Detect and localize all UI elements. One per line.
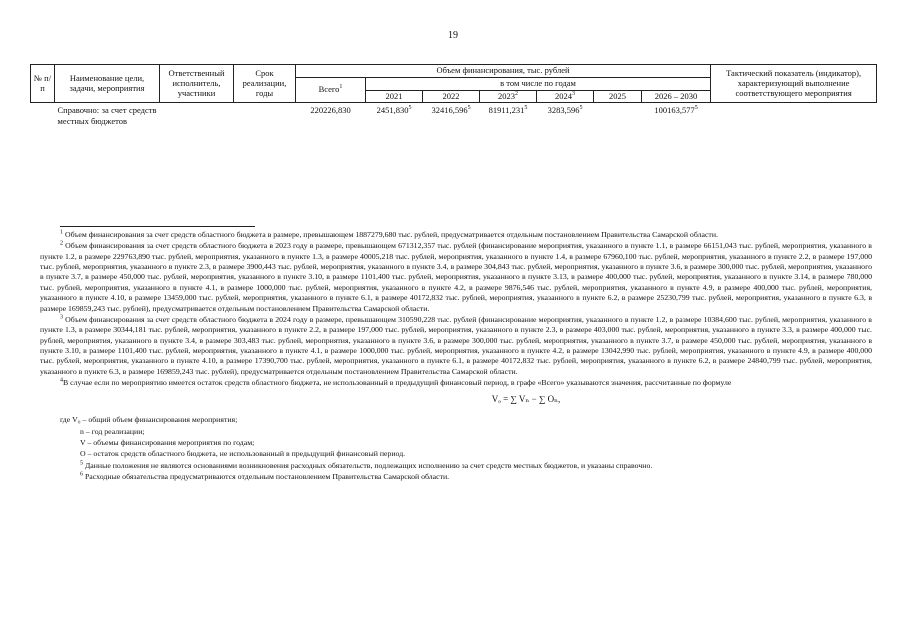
row-2026-2030: 100163,577$^5$ [654,105,698,116]
footnote-6: $^6$ Расходные обязательства предусматриваются отдельным постановлением Правительства Самарской области. [80,471,450,481]
formula: Vₒ = ∑ Vₙ − ∑ Oₙ, [491,394,561,405]
funding-table [30,64,877,129]
footnotes [40,230,872,482]
footnote-separator [60,226,255,227]
row-2022: 32416,596$^5$ [431,105,471,116]
header-2023: 2023$^2$ [480,90,537,103]
row-total: 220226,830 [310,105,351,116]
header-funding: Объем финансирования, тыс. рублей [296,65,711,78]
header-2022: 2022 [423,90,480,103]
row-2023: 81911,231$^5$ [488,105,528,116]
header-name: Наименование цели, задачи, мероприятия [55,65,160,103]
row-name: Справочно: за счет средств местных бюджетов [57,105,157,126]
footnote-3: $^3$ Объем финансирования за счет средств областного бюджета в 2024 году в размере, превышающем 310590,228 тыс. рублей (финансирование мероприятия, указанного в пункте 1.2, в размере 10384,600 тыс. рублей, мероприятия, указанного в пункте 1.3, в размере 30344,181 тыс. рублей, мероприятия, указанного в пункте 2.2, в размере 197,000 тыс. рублей, мероприятия, указанного в пункте 2.3, в размере 403,000 тыс. рублей, мероприятия, указанного в пункте 3.3, в размере 400,000 тыс. рублей, мероприятия, указанного в пункте 3.4, в размере 303,483 тыс. рублей, мероприятия, указанного в пункте 3.6, в размере 300,000 тыс. рублей, мероприятия, указанного в пункте 3.7, в размере 450,000 тыс. рублей, мероприятия, указанного в пункте 3.10, в размере 1101,400 тыс. рублей, мероприятия, указанного в пункте 4.1, в размере 1000,000 тыс. рублей, мероприятия, указанного в пункте 4.2, в размере 13042,990 тыс. рублей, мероприятия, указанного в пункте 4.9, в размере 400,000 тыс. рублей, мероприятия, указанного в пункте 4.10, в размере 17390,700 тыс. рублей, мероприятия, указанного в пункте 6.1, в размере 40172,832 тыс. рублей, мероприятия, указанного в пункте 6.2, в размере 24840,799 тыс. рублей, мероприятия, указанного в пункте 6.3, в размере 169859,243 тыс. рублей), предусматривается отдельным постановлением Правительства Самарской области. [40,314,872,376]
header-by-years: в том числе по годам [366,77,711,90]
definition-o: O – остаток средств областного бюджета, не использованный в предыдущий финансовый период. [80,449,406,459]
definition-v: V – объемы финансирования мероприятия по годам; [80,437,255,447]
footnote-4: $^4$В случае если по мероприятию имеется остаток средств областного бюджета, не использованный в предыдущий финансовый период, в графе «Всего» указываются значения, рассчитанные по формуле [60,377,732,388]
definition-v0: где V₀ – общий объем финансирования мероприятия; [60,415,238,425]
header-2026-2030: 2026 – 2030 [642,90,711,103]
header-2024: 2024$^3$ [537,90,594,103]
header-indicator: Тактический показатель (индикатор), характеризующий выполнение соответствующего мероприятия [711,65,877,103]
header-num: № п/п [31,65,55,103]
footnote-1: $^1$ Объем финансирования за счет средств областного бюджета в размере, превышающем 1887279,680 тыс. рублей, предусматривается отдельным постановлением Правительства Самарской области. [60,229,718,239]
footnote-5: $^5$ Данные положения не являются основаниями возникновения расходных обязательств, подлежащих исполнению за счет средств местных бюджетов, и указаны справочно. [80,459,653,470]
header-2025: 2025 [594,90,642,103]
row-2021: 2451,830$^5$ [376,105,412,116]
header-term: Срок реализации, годы [234,65,296,103]
header-total: Всего$^1$ [296,77,366,103]
page-number: 19 [448,30,458,41]
formula-definitions [40,414,872,482]
row-2024: 3283,596$^5$ [547,105,583,116]
header-responsible: Ответственный исполнитель, участники [160,65,234,103]
footnote-2: $^2$ Объем финансирования за счет средств областного бюджета в 2023 году в размере, превышающем 671312,357 тыс. рублей (финансирование мероприятия, указанного в пункте 1.1, в размере 66151,043 тыс. рублей, мероприятия, указанного в пункте 1.2, в размере 229763,890 тыс. рублей, мероприятия, указанного в пункте 1.3, в размере 40005,218 тыс. рублей, мероприятия, указанного в пункте 1.4, в размере 67960,100 тыс. рублей, мероприятия, указанного в пункте 2.2, в размере 197,000 тыс. рублей, мероприятия, указанного в пункте 2.3, в размере 3900,443 тыс. рублей, мероприятия, указанного в пункте 3.4, в размере 304,843 тыс. рублей, мероприятия, указанного в пункте 3.6, в размере 300,000 тыс. рублей, мероприятия, указанного в пункте 3.7, в размере 450,000 тыс. рублей, мероприятия, указанного в пункте 3.10, в размере 1101,400 тыс. рублей, мероприятия, указанного в пункте 3.13, в размере 400,000 тыс. рублей, мероприятия, указанного в пункте 3.14, в размере 780,000 тыс. рублей, мероприятия, указанного в пункте 4.1, в размере 1000,000 тыс. рублей, мероприятия, указанного в пункте 4.2, в размере 9876,546 тыс. рублей, мероприятия, указанного в пункте 4.9, в размере 400,000 тыс. рублей, мероприятия, указанного в пункте 4.10, в размере 13459,000 тыс. рублей, мероприятия, указанного в пункте 6.1, в размере 40172,832 тыс. рублей, мероприятия, указанного в пункте 6.2, в размере 25230,799 тыс. рублей, мероприятия, указанного в пункте 6.3, в размере 169859,243 тыс. рублей), предусматривается отдельным постановлением Правительства Самарской области. [40,240,872,313]
table-row [31,103,877,129]
header-2021: 2021 [366,90,423,103]
definition-n: n – год реализации; [80,426,145,436]
